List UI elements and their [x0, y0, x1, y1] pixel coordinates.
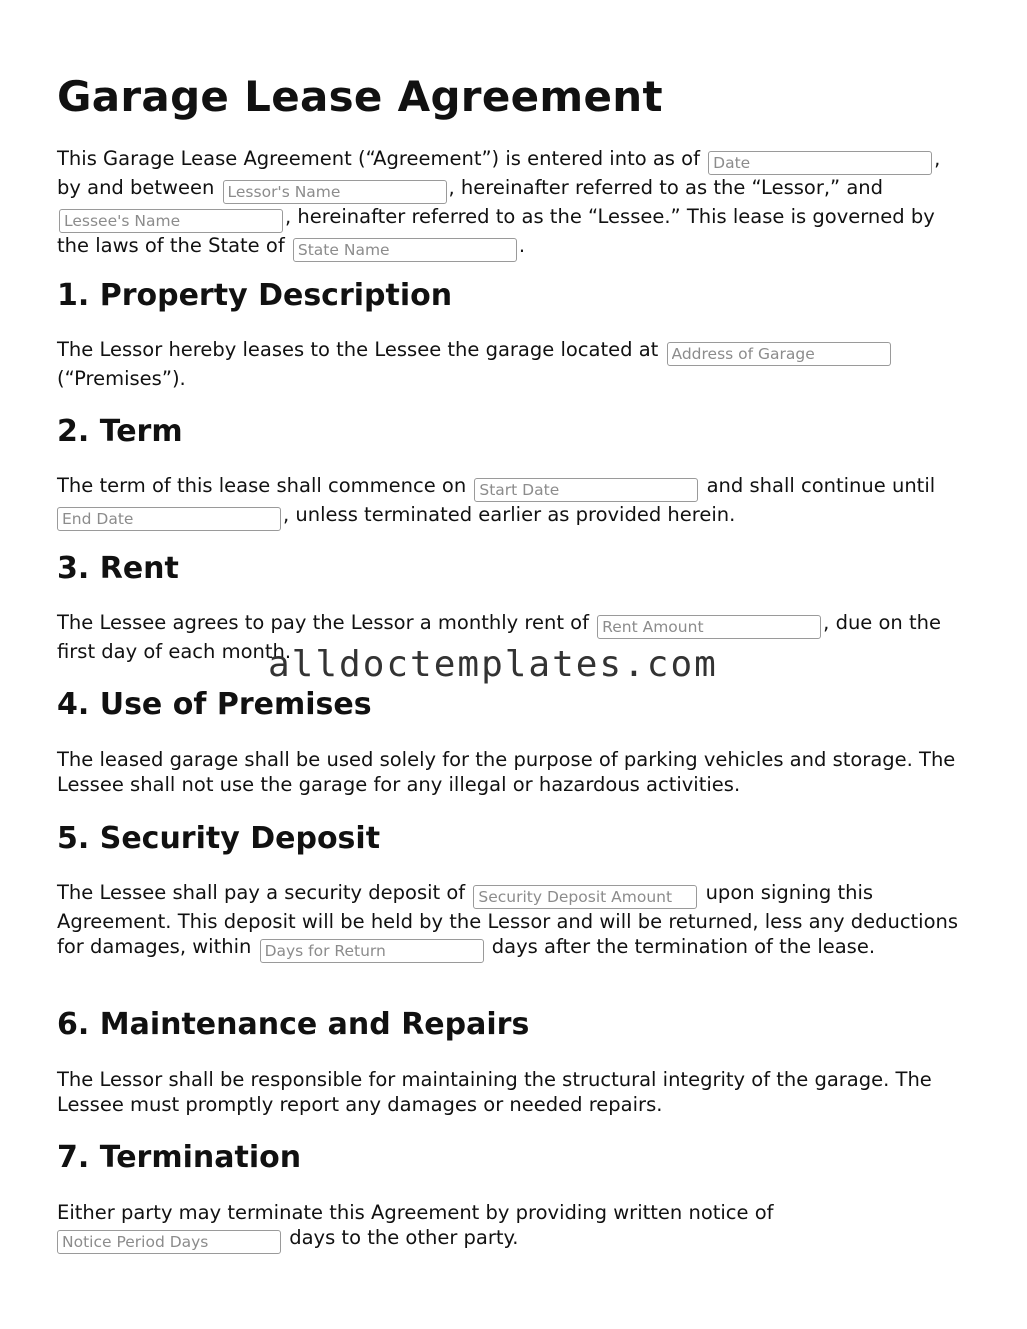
termination-paragraph — [57, 1201, 967, 1254]
rent-amount-field[interactable] — [597, 615, 821, 639]
section-heading-rent: 3. Rent — [57, 551, 179, 586]
intro-text: , by and between — [57, 147, 941, 199]
deposit-text: days after the termination of the lease. — [491, 935, 876, 958]
section-heading-property: 1. Property Description — [57, 278, 453, 313]
term-paragraph — [57, 473, 967, 531]
intro-text: This Garage Lease Agreement (“Agreement”) is entered into as of — [57, 147, 700, 170]
intro-paragraph — [57, 146, 967, 262]
section-heading-use: 4. Use of Premises — [57, 687, 372, 722]
rent-text: The Lessee agrees to pay the Lessor a monthly rent of — [57, 611, 589, 634]
document-title: Garage Lease Agreement — [57, 72, 663, 121]
rent-text: , due on the first day of each month. — [57, 611, 941, 663]
section-heading-termination: 7. Termination — [57, 1140, 302, 1175]
date-field[interactable] — [708, 151, 932, 175]
watermark: alldoctemplates.com — [268, 644, 718, 685]
property-text: The Lessor hereby leases to the Lessee the garage located at — [57, 338, 659, 361]
maintenance-paragraph: The Lessor shall be responsible for maintaining the structural integrity of the garage. The Lessee must promptly report any damages or needed repairs. — [57, 1068, 932, 1116]
term-text: The term of this lease shall commence on — [57, 474, 467, 497]
garage-address-field[interactable] — [667, 342, 891, 366]
property-paragraph — [57, 337, 967, 393]
termination-text: days to the other party. — [289, 1225, 519, 1249]
security-deposit-field[interactable] — [473, 885, 697, 909]
deposit-paragraph — [57, 880, 967, 963]
notice-period-field[interactable] — [57, 1230, 281, 1254]
deposit-text: upon signing this Agreement. This deposit will be held by the Lessor and will be returned, less any deductions for damages, within — [57, 881, 959, 958]
termination-text: Either party may terminate this Agreement by providing written notice of — [57, 1201, 774, 1224]
intro-text: , hereinafter referred to as the “Lessee.” This lease is governed by the laws of the State of — [57, 205, 935, 257]
days-for-return-field[interactable] — [260, 939, 484, 963]
section-heading-maintenance: 6. Maintenance and Repairs — [57, 1007, 530, 1042]
property-text: (“Premises”). — [57, 367, 186, 390]
state-name-field[interactable] — [293, 238, 517, 262]
use-paragraph: The leased garage shall be used solely for the purpose of parking vehicles and storage. The Lessee shall not use the garage for any illegal or hazardous activities. — [57, 748, 956, 796]
section-heading-deposit: 5. Security Deposit — [57, 821, 381, 856]
start-date-field[interactable] — [474, 478, 698, 502]
section-heading-term: 2. Term — [57, 414, 183, 449]
intro-text: . — [518, 234, 526, 257]
term-text: , unless terminated earlier as provided herein. — [283, 503, 736, 526]
intro-text: , hereinafter referred to as the “Lessor,” and — [448, 176, 884, 199]
lessee-name-field[interactable] — [59, 209, 283, 233]
deposit-text: The Lessee shall pay a security deposit of — [57, 881, 466, 904]
end-date-field[interactable] — [57, 507, 281, 531]
term-text: and shall continue until — [706, 474, 936, 497]
lessor-name-field[interactable] — [223, 180, 447, 204]
